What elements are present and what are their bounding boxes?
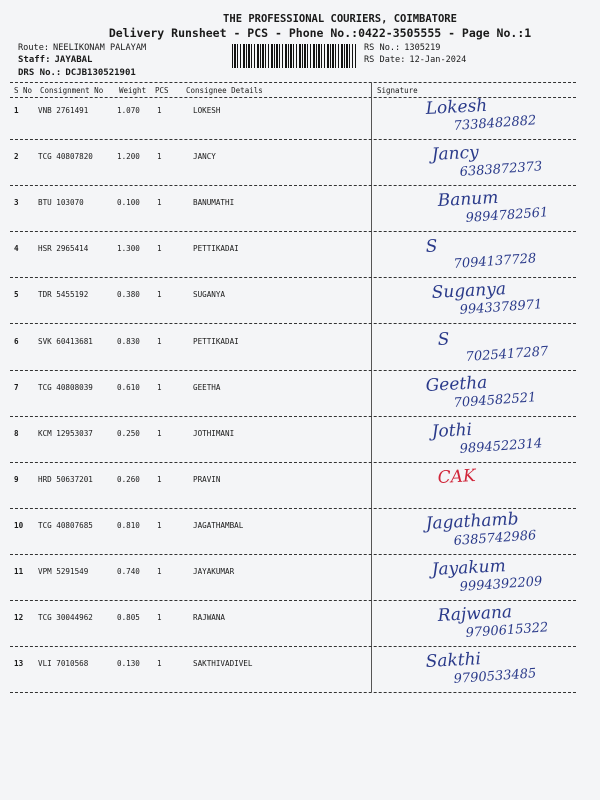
pcs-cell: 1 xyxy=(157,475,162,484)
consignee-cell: PRAVIN xyxy=(193,475,221,484)
weight-cell: 0.830 xyxy=(117,337,140,346)
weight-cell: 0.805 xyxy=(117,613,140,622)
route-value: NEELIKONAM PALAYAM xyxy=(53,43,147,53)
sno-cell: 6 xyxy=(14,337,19,346)
pcs-cell: 1 xyxy=(157,244,162,253)
pcs-cell: 1 xyxy=(157,613,162,622)
signature-phone: 6383872373 xyxy=(459,159,543,180)
signature-phone: 9790533485 xyxy=(453,666,537,687)
signature-text: Banum xyxy=(437,187,499,211)
row-divider xyxy=(10,692,576,693)
signature-text: Jayakum xyxy=(431,556,507,580)
drs-line xyxy=(18,68,136,78)
consignee-cell: SAKTHIVADIVEL xyxy=(193,659,253,668)
signature-phone: 7025417287 xyxy=(465,344,549,365)
rs-no-value: 1305219 xyxy=(404,43,441,53)
pcs-cell: 1 xyxy=(157,659,162,668)
sno-cell: 12 xyxy=(14,613,24,622)
signature-text: Sakthi xyxy=(425,649,482,672)
consignment-cell: SVK 60413681 xyxy=(38,337,93,346)
col-consignment: Consignment No xyxy=(40,86,104,95)
consignment-cell: TCG 40807820 xyxy=(38,152,93,161)
header-divider-top xyxy=(10,82,576,83)
handwritten-signature xyxy=(432,463,600,505)
sno-cell: 9 xyxy=(14,475,19,484)
staff-label: Staff: xyxy=(18,55,51,65)
rs-no-line xyxy=(364,43,440,53)
col-weight: Weight xyxy=(119,86,147,95)
signature-text: S xyxy=(425,236,438,257)
consignment-cell: HSR 2965414 xyxy=(38,244,89,253)
pcs-cell: 1 xyxy=(157,337,162,346)
signature-phone: 6385742986 xyxy=(453,528,537,549)
handwritten-signature xyxy=(426,140,600,182)
weight-cell: 0.740 xyxy=(117,567,140,576)
sno-cell: 13 xyxy=(14,659,24,668)
handwritten-signature xyxy=(432,325,600,367)
route-line xyxy=(18,43,146,53)
signature-phone: 9994392209 xyxy=(459,574,543,595)
staff-line xyxy=(18,55,92,65)
signature-text: Lokesh xyxy=(425,95,488,119)
pcs-cell: 1 xyxy=(157,383,162,392)
consignee-cell: JAGATHAMBAL xyxy=(193,521,244,530)
consignment-cell: VNB 2761491 xyxy=(38,106,89,115)
consignment-cell: TCG 30044962 xyxy=(38,613,93,622)
handwritten-signature xyxy=(420,509,600,551)
row-divider xyxy=(10,323,576,324)
consignee-cell: PETTIKADAI xyxy=(193,244,239,253)
rs-no-label: RS No.: xyxy=(364,43,401,53)
signature-text: Jothi xyxy=(431,419,473,442)
company-title: THE PROFESSIONAL COURIERS, COIMBATORE xyxy=(223,13,457,25)
weight-cell: 0.610 xyxy=(117,383,140,392)
weight-cell: 0.810 xyxy=(117,521,140,530)
pcs-cell: 1 xyxy=(157,152,162,161)
rs-date-value: 12-Jan-2024 xyxy=(409,55,467,65)
consignee-cell: GEETHA xyxy=(193,383,221,392)
drs-value: DCJB130521901 xyxy=(65,68,136,78)
signature-text: S xyxy=(437,329,450,350)
col-consignee: Consignee Details xyxy=(186,86,263,95)
consignee-cell: LOKESH xyxy=(193,106,221,115)
pcs-cell: 1 xyxy=(157,521,162,530)
signature-text: Rajwana xyxy=(437,602,513,626)
signature-phone: 9894782561 xyxy=(465,205,549,226)
sno-cell: 4 xyxy=(14,244,19,253)
handwritten-signature xyxy=(426,278,600,320)
signature-phone: 9894522314 xyxy=(459,436,543,457)
weight-cell: 1.300 xyxy=(117,244,140,253)
sno-cell: 8 xyxy=(14,429,19,438)
col-sno: S No xyxy=(14,86,33,95)
signature-phone: 9943378971 xyxy=(459,297,543,318)
sno-cell: 5 xyxy=(14,290,19,299)
consignee-cell: SUGANYA xyxy=(193,290,226,299)
col-pcs: PCS xyxy=(155,86,169,95)
consignment-cell: VPM 5291549 xyxy=(38,567,89,576)
pcs-cell: 1 xyxy=(157,290,162,299)
consignment-cell: TCG 40807685 xyxy=(38,521,93,530)
sno-cell: 11 xyxy=(14,567,24,576)
runsheet-subtitle: Delivery Runsheet - PCS - Phone No.:0422-3505555 - Page No.:1 xyxy=(108,26,532,40)
consignee-cell: JANCY xyxy=(193,152,216,161)
signature-text: Suganya xyxy=(431,279,507,303)
staff-value: JAYABAL xyxy=(54,55,93,65)
sno-cell: 3 xyxy=(14,198,19,207)
handwritten-signature xyxy=(420,371,600,413)
weight-cell: 0.260 xyxy=(117,475,140,484)
weight-cell: 0.100 xyxy=(117,198,140,207)
handwritten-signature xyxy=(420,94,600,136)
weight-cell: 1.200 xyxy=(117,152,140,161)
consignment-cell: BTU 103070 xyxy=(38,198,84,207)
consignment-cell: HRD 50637201 xyxy=(38,475,93,484)
signature-text: Geetha xyxy=(425,372,488,396)
pcs-cell: 1 xyxy=(157,198,162,207)
signature-phone: 7338482882 xyxy=(453,113,537,134)
weight-cell: 0.380 xyxy=(117,290,140,299)
signature-text: Jancy xyxy=(431,142,480,165)
pcs-cell: 1 xyxy=(157,106,162,115)
signature-text: Jagathamb xyxy=(425,509,520,534)
signature-text: CAK xyxy=(437,466,477,488)
consignee-cell: PETTIKADAI xyxy=(193,337,239,346)
col-signature: Signature xyxy=(377,86,418,95)
handwritten-signature xyxy=(420,232,600,274)
handwritten-signature xyxy=(420,647,600,689)
weight-cell: 0.130 xyxy=(117,659,140,668)
handwritten-signature xyxy=(432,186,600,228)
handwritten-signature xyxy=(426,417,600,459)
weight-cell: 0.250 xyxy=(117,429,140,438)
pcs-cell: 1 xyxy=(157,567,162,576)
handwritten-signature xyxy=(426,555,600,597)
sno-cell: 7 xyxy=(14,383,19,392)
consignment-cell: KCM 12953037 xyxy=(38,429,93,438)
sno-cell: 10 xyxy=(14,521,24,530)
route-label: Route: xyxy=(18,43,50,53)
rs-date-line xyxy=(364,55,466,65)
consignee-cell: JAYAKUMAR xyxy=(193,567,235,576)
pcs-cell: 1 xyxy=(157,429,162,438)
weight-cell: 1.070 xyxy=(117,106,140,115)
signature-phone: 9790615322 xyxy=(465,620,549,641)
barcode xyxy=(232,44,356,68)
consignment-cell: TDR 5455192 xyxy=(38,290,89,299)
consignment-cell: VLI 7010568 xyxy=(38,659,89,668)
consignee-cell: BANUMATHI xyxy=(193,198,235,207)
consignee-cell: JOTHIMANI xyxy=(193,429,235,438)
signature-phone: 7094137728 xyxy=(453,251,537,272)
rs-date-label: RS Date: xyxy=(364,55,406,65)
signature-phone: 7094582521 xyxy=(453,390,537,411)
sno-cell: 1 xyxy=(14,106,19,115)
sno-cell: 2 xyxy=(14,152,19,161)
handwritten-signature xyxy=(432,601,600,643)
consignment-cell: TCG 40808039 xyxy=(38,383,93,392)
consignee-cell: RAJWANA xyxy=(193,613,226,622)
drs-label: DRS No.: xyxy=(18,68,62,78)
